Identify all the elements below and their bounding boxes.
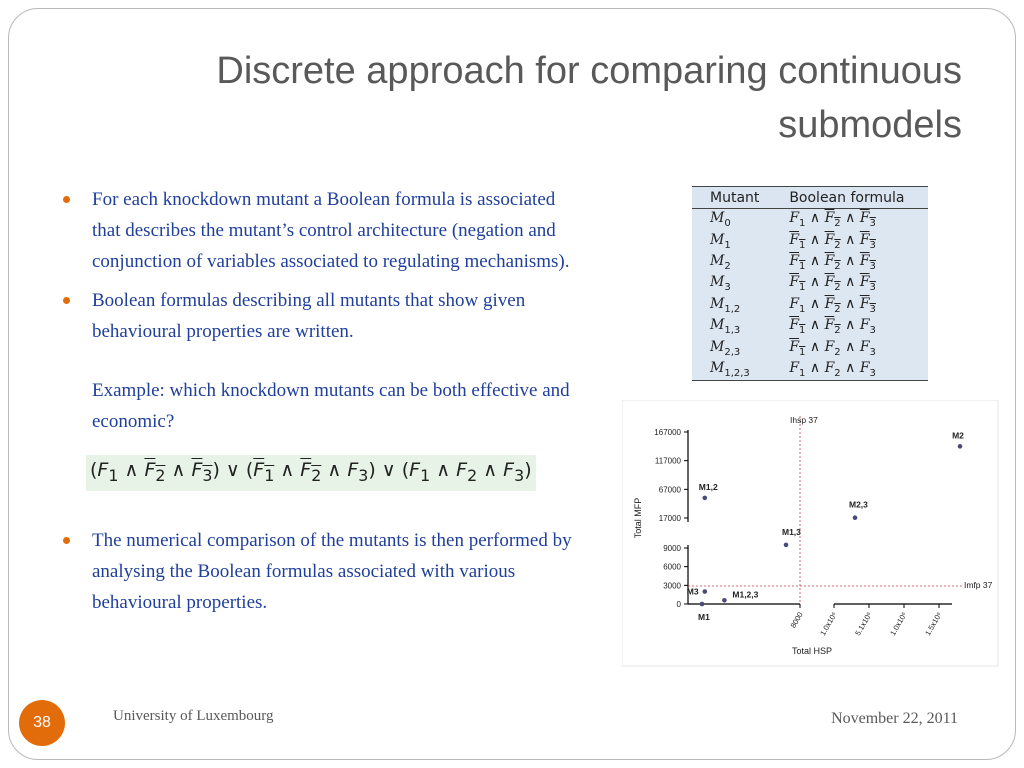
- y-tick-label: 117000: [654, 456, 681, 466]
- formula-cell: $F_1$ ∧ $F_2$ ∧ $F_3$: [789, 253, 876, 272]
- formula-cell: $F_1$ ∧ $F_2$ ∧ $F_3$: [789, 317, 876, 337]
- y-tick-label: 67000: [658, 485, 681, 495]
- x-tick-label: 1.0x10⁶: [818, 610, 839, 638]
- data-point: [784, 543, 789, 548]
- table-row: [692, 316, 928, 337]
- column-header: Mutant: [692, 187, 771, 209]
- mfp-threshold-label: Imfp 37: [964, 580, 993, 590]
- mutant-cell: $M_{1,3}$: [710, 317, 741, 337]
- table-row: [692, 337, 928, 358]
- chart-background: [622, 400, 998, 666]
- point-label: M2,3: [849, 499, 868, 510]
- bullet-dot-icon: [63, 297, 70, 304]
- table-row: [692, 209, 928, 231]
- data-point: [958, 444, 963, 449]
- bullet-item: The numerical comparison of the mutants is then performed by analysing the Boolean formulas associated with various behavioural properties.: [60, 525, 580, 618]
- y-axis-label: Total MFP: [633, 497, 643, 539]
- point-label: M1: [698, 612, 710, 622]
- example-text: Example: which knockdown mutants can be both effective and economic?: [92, 380, 570, 432]
- formula-cell: $F_1$ ∧ $F_2$ ∧ $F_3$: [771, 359, 928, 381]
- table-row: [692, 359, 928, 381]
- slide-number-badge: 38: [19, 700, 65, 746]
- column-header: Boolean formula: [771, 187, 928, 209]
- point-label: M3: [686, 586, 699, 597]
- x-tick-label: 5.1x10⁶: [853, 610, 874, 638]
- bullet-item: For each knockdown mutant a Boolean formula is associated that describes the mutant’s control architecture (negation and conjunction of variables associated to regulating mechanisms).: [60, 184, 580, 277]
- formula-cell: $F_1$ ∧ $F_2$ ∧ $F_3$: [789, 231, 876, 251]
- point-label: M1,2: [698, 481, 718, 492]
- formula-block: [60, 455, 580, 491]
- data-point: [853, 515, 858, 520]
- boolean-formula: ($F_1$ ∧ $F_2$ ∧ $F_3$) ∨ ($F_1$ ∧ $F_2$ ∧ $F_3$) ∨ ($F_1$ ∧ $F_2$ ∧ $F_3$): [86, 455, 536, 491]
- y-tick-label: 0: [676, 600, 681, 609]
- table-row: [692, 252, 928, 273]
- slide-title: Discrete approach for comparing continuous submodels: [216, 50, 962, 146]
- mutant-cell: $M_0$: [710, 210, 731, 230]
- formula-cell: $F_1$ ∧ $F_2$ ∧ $F_3$: [789, 210, 876, 230]
- footer-date: November 22, 2011: [831, 710, 958, 727]
- hsp-threshold-label: Ihsp 37: [790, 415, 818, 425]
- table-row: [692, 230, 928, 251]
- data-point: [700, 602, 705, 607]
- table-row: [692, 273, 928, 294]
- x-tick-label: 1.5x10⁶: [923, 610, 944, 638]
- formula-cell: $F_1$ ∧ $F_2$ ∧ $F_3$: [789, 338, 876, 358]
- mutant-cell: $M_1$: [710, 231, 731, 251]
- scatter-chart: [622, 400, 1000, 670]
- point-label: M1,3: [782, 526, 801, 537]
- mutant-cell: $M_{1,2,3}$: [692, 359, 771, 381]
- y-tick-label: 6000: [663, 562, 681, 572]
- data-point: [703, 496, 708, 501]
- formula-cell: $F_1$ ∧ $F_2$ ∧ $F_3$: [789, 295, 876, 315]
- mutant-cell: $M_2$: [710, 253, 731, 272]
- mutant-cell: $M_{1,2}$: [710, 295, 741, 315]
- bullet-list: [60, 184, 580, 618]
- mutant-cell: $M_{2,3}$: [710, 338, 741, 358]
- bullet-dot-icon: [63, 537, 70, 544]
- x-tick-label: 1.0x10⁶: [888, 610, 909, 638]
- data-point: [722, 598, 727, 603]
- x-axis-label: Total HSP: [791, 646, 833, 656]
- x-tick-label: 8000: [788, 610, 805, 630]
- footer-institution: University of Luxembourg: [113, 708, 274, 724]
- formula-cell: $F_1$ ∧ $F_2$ ∧ $F_3$: [789, 274, 876, 294]
- y-tick-label: 167000: [654, 428, 681, 437]
- table-header-row: [692, 187, 928, 209]
- point-label: M2: [952, 430, 964, 441]
- mutant-cell: $M_3$: [710, 274, 731, 294]
- bullet-item: Boolean formulas describing all mutants that show given behavioural properties are written.: [60, 285, 580, 347]
- table-row: [692, 295, 928, 316]
- mutant-table: [692, 186, 928, 381]
- data-point: [703, 589, 708, 594]
- y-tick-label: 17000: [658, 514, 681, 523]
- bullet-dot-icon: [63, 196, 70, 203]
- y-tick-label: 9000: [663, 544, 681, 553]
- point-label: M1,2,3: [732, 589, 759, 600]
- y-tick-label: 3000: [663, 581, 681, 591]
